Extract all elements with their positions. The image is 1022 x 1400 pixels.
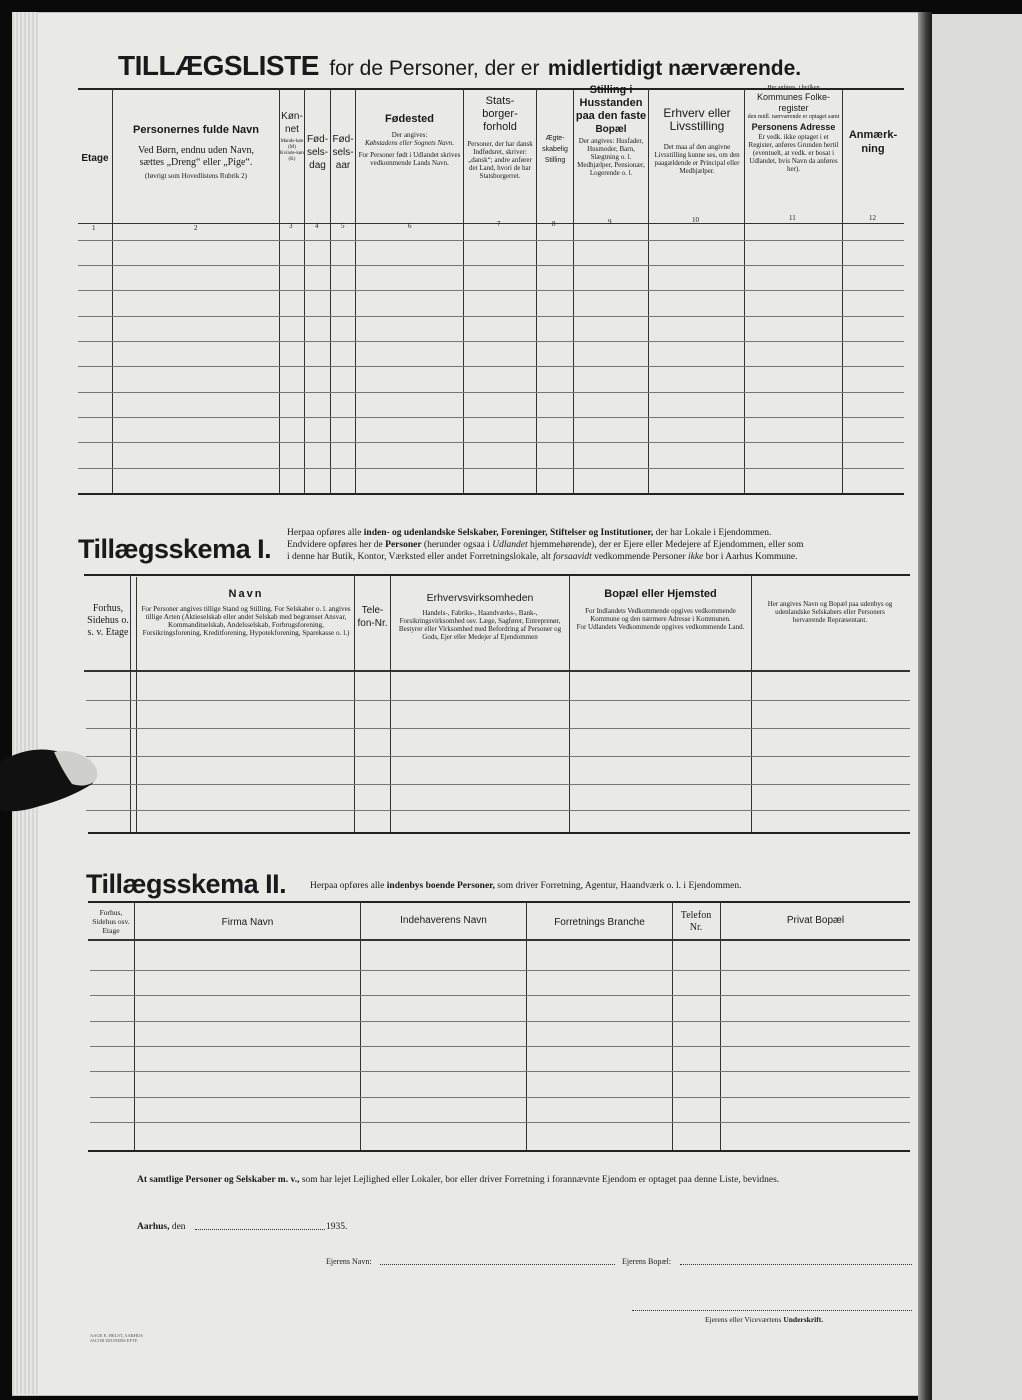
s2-col-bopael: Privat Bopæl [786, 915, 845, 926]
s1-top-border [84, 574, 910, 576]
t1-still-note: Der angives: Husfader, Husmoder, Barn, Slægtning o. l. Medhjælper, Pensionær, Logerende o. l. [577, 137, 645, 177]
t1-aegte3: Stilling [544, 157, 566, 164]
s1-intro3e: bor i Aarhus Kommune. [705, 552, 798, 562]
year-label: 1935. [326, 1222, 348, 1232]
date-field[interactable] [195, 1229, 325, 1230]
attest-a: At samtlige Personer og Selskaber m. v., [137, 1175, 300, 1185]
page-edge [12, 12, 38, 1394]
t1-anm2: ning [861, 143, 885, 155]
s1-intro1a: Herpaa opføres alle [287, 528, 362, 538]
place-date-line [137, 1222, 186, 1232]
sign-a: Ejerens eller Viceværtens [705, 1315, 782, 1324]
t1-fode-head: Fødested [385, 113, 434, 125]
s1-col-erhverv [393, 592, 567, 641]
s1-row-line [86, 756, 910, 757]
s1-header-bottom [84, 670, 910, 672]
t1-stat-head3: forhold [483, 121, 517, 133]
form-page [12, 12, 924, 1396]
t1-col-number: 9 [608, 218, 612, 226]
s2-vline [672, 902, 673, 1150]
t1-col-navn [113, 124, 279, 181]
t1-vline [573, 89, 574, 494]
s1-erhverv-head: Erhvervsvirksomheden [426, 592, 534, 604]
title-main: TILLÆGSLISTE [118, 50, 319, 81]
t1-aegte2: skabelig [542, 146, 568, 153]
t1-row-line [78, 240, 904, 241]
t1-col-number: 6 [408, 222, 412, 230]
s2-row-line [90, 1046, 910, 1047]
schema1-title: Tillægsskema I. [78, 534, 272, 564]
s2-col-firma: Firma Navn [221, 917, 274, 928]
s1-intro2c: (herunder ogsaa i [423, 540, 490, 550]
s2-intro-b: indenbys boende Personer, [386, 881, 495, 891]
t1-fode-n3: For Personer født i Udlandet skrives vedkommende Lands Navn. [358, 151, 461, 167]
s1-intro3a: i denne har Butik, Kontor, Værksted eller andet Forretningslokale, alt [287, 552, 551, 562]
t1-col-fodselsaar [331, 133, 355, 172]
page-title [118, 50, 801, 82]
t1-col-number: 11 [789, 214, 796, 222]
t1-col-fodselsdag [305, 133, 330, 172]
s2-row-line [90, 970, 910, 971]
t1-col-number: 5 [341, 222, 345, 230]
t1-navn-note3: (Iøvrigt som Hovedlistens Rubrik 2) [145, 172, 247, 180]
t1-fode-n1: Der angives: [391, 131, 428, 139]
s2-col-etage: Forhus, Sidehus osv. Etage [92, 908, 130, 935]
t1-row-line [78, 265, 904, 266]
title-rest: for de Personer, der er [329, 57, 540, 80]
s1-row-line [86, 810, 910, 811]
t1-col-number: 8 [552, 220, 556, 228]
t1-row-line [78, 442, 904, 443]
t1-col-number: 3 [289, 222, 293, 230]
s1-col-navn [140, 588, 352, 637]
s1-vline [751, 575, 752, 832]
t1-col-number: 7 [497, 220, 501, 228]
t1-kom-head2: Personens Adresse [751, 122, 836, 132]
book-gutter [918, 12, 932, 1400]
schema2-intro [310, 881, 741, 891]
attestation-text [137, 1175, 779, 1185]
owner-addr-field[interactable] [680, 1264, 912, 1265]
s1-intro1b: inden- og udenlandske Selskaber, Foreninger, Stiftelser og Institutioner, [363, 528, 654, 538]
t1-faar1: Fød- [332, 134, 354, 145]
s1-vline-inner [136, 577, 137, 832]
signature-label [705, 1315, 823, 1324]
t1-vline [744, 89, 745, 494]
den-label: den [171, 1222, 186, 1232]
t1-col-number: 1 [92, 224, 96, 232]
t1-vline [355, 89, 356, 494]
t1-row-line [78, 392, 904, 393]
t1-fdag2: sels- [306, 147, 329, 158]
t1-erh-head1: Erhverv eller [663, 106, 731, 120]
t1-kom-n3: Er vedk. ikke optaget i et Register, anføres Grunden hertil (eventuelt, at vedk. er bosat i Udlandet, hvis Navn da anføres her). [748, 133, 839, 173]
t1-stat-head2: borger- [482, 108, 518, 120]
t1-anm1: Anmærk- [848, 129, 898, 141]
s1-bopael-head: Bopæl eller Hjemsted [604, 588, 717, 600]
t1-fdag3: dag [309, 160, 326, 171]
s1-row-line [86, 728, 910, 729]
t1-navn-note2: sættes „Dreng“ eller „Pige“. [139, 157, 253, 168]
s1-row-line [86, 700, 910, 701]
t1-col-statsborger [465, 95, 535, 180]
s1-intro3b: forsaavidt [553, 552, 592, 562]
s1-intro3d: ikke [688, 552, 704, 562]
s1-col-etage: Forhus, Sidehus o. s. v. Etage [87, 603, 129, 638]
t1-row-line [78, 316, 904, 317]
s1-bottom-border [88, 832, 910, 834]
s2-intro-c: som driver Forretning, Agentur, Haandværk o. l. i Ejendommen. [497, 881, 742, 891]
s2-top-border [88, 901, 910, 903]
t1-col-erhverv [650, 107, 744, 175]
sign-b: Underskrift. [783, 1315, 824, 1324]
s1-intro2e: hjemmehørende), der er Ejere eller Medejere af Ejendommen, eller som [529, 540, 804, 550]
title-bold: midlertidigt nærværende. [547, 57, 802, 80]
s2-row-line [90, 1021, 910, 1022]
t1-row-line [78, 417, 904, 418]
s1-col-telefon: Tele-fon-Nr. [357, 605, 388, 629]
s1-navn-head: Navn [228, 588, 264, 600]
t1-erh-note: Det maa af den angivne Livsstilling kunne ses, om den paagældende er Principal eller Medhjælper. [654, 143, 740, 175]
t1-vline [648, 89, 649, 494]
t1-faar2: sels- [332, 147, 354, 158]
place-label: Aarhus, [137, 1222, 170, 1232]
t1-stat-head1: Stats- [485, 95, 515, 107]
t1-erh-head2: Livsstilling [669, 119, 725, 133]
s1-vline [354, 575, 355, 832]
s2-vline [526, 902, 527, 1150]
s2-header-bottom [88, 939, 910, 941]
t1-row-line [78, 290, 904, 291]
s2-vline [134, 902, 135, 1150]
s1-intro2b: Personer [385, 540, 422, 550]
thumb-image [0, 740, 100, 820]
t1-col-number: 10 [692, 216, 699, 224]
t1-col-kommune [746, 85, 841, 173]
t1-fdag1: Fød- [306, 134, 329, 145]
s1-erhverv-note: Handels-, Fabriks-, Haandværks-, Bank-, Forsikringsvirksomhed osv. Læge, Sagfører, Entreprenør, Bestyrer eller Virksomhed med Befordring af Personer og Gods, Ejer eller Medejer af Ejendommen [398, 609, 562, 641]
s1-intro2d: Udlandet [492, 540, 528, 550]
t1-col-number: 4 [315, 222, 319, 230]
schema1-intro [287, 527, 917, 563]
t1-aegte1: Ægte- [545, 135, 565, 142]
t1-col-etage: Etage [81, 153, 109, 164]
t1-row-line [78, 366, 904, 367]
s1-col-bopael [572, 588, 749, 631]
s2-col-branche: Forretnings Branche [554, 917, 645, 928]
s1-intro3c: vedkommende Personer [594, 552, 686, 562]
s2-col-indehaver: Indehaverens Navn [400, 915, 487, 926]
t1-kon-head1: Køn- [281, 111, 303, 122]
s2-row-line [90, 1097, 910, 1098]
t1-vline [463, 89, 464, 494]
s2-intro-a: Herpaa opføres alle [310, 881, 385, 891]
s2-vline [720, 902, 721, 1150]
schema2-title: Tillægsskema II. [86, 869, 287, 899]
s1-vline [569, 575, 570, 832]
t1-fode-n2: Købstadens eller Sognets Navn. [364, 139, 455, 147]
t1-row-line [78, 341, 904, 342]
s1-vline [130, 575, 131, 832]
t1-col-number: 12 [869, 214, 876, 222]
t1-col-aegteskabelig [537, 133, 573, 166]
s2-row-line [90, 995, 910, 996]
s1-intro2a: Endvidere opføres her de [287, 540, 383, 550]
t1-kon-head2: net [285, 124, 299, 135]
t1-header-bottom [78, 223, 904, 224]
t1-kom-n2: den midl. nærværende er optaget samt [747, 114, 840, 120]
t1-still-head: Stilling i Husstanden paa den faste [575, 84, 647, 122]
attest-b: som har lejet Lejlighed eller Lokaler, bor eller driver Forretning i forannævnte Ejendom er optaget paa denne Liste, bevidnes. [301, 1175, 780, 1185]
t1-kom-n1: Her anføres, i hvilken [767, 85, 820, 91]
facing-page [932, 14, 1022, 1400]
s1-row-line [86, 784, 910, 785]
t1-col-stilling [575, 84, 647, 177]
t1-faar3: aar [335, 160, 351, 171]
s1-col-repr: Her angives Navn og Bopæl paa udenbys og udenlandske Selskabers eller Personers herværende Repræsentant. [767, 600, 893, 624]
s1-intro1c: der har Lokale i Ejendommen. [655, 528, 772, 538]
owner-addr-label: Ejerens Bopæl: [622, 1257, 672, 1266]
s2-row-line [90, 1122, 910, 1123]
s1-bopael-note1: For Indlandets Vedkommende opgives vedkommende Kommune og den nærmere Adresse i Kommunen. [585, 607, 736, 623]
t1-kon-note: Mands-køn (M) Kvinde-køn (K) [280, 139, 304, 162]
s2-vline [360, 902, 361, 1150]
s1-bopael-note2: For Udlandets Vedkommende opgives vedkommende Land. [576, 623, 745, 631]
t1-col-anmaerkning [843, 128, 903, 156]
s1-vline [390, 575, 391, 832]
t1-col-konnet [280, 110, 304, 163]
t1-col-fodested [358, 113, 461, 167]
t1-still-bop: Bopæl [595, 124, 627, 135]
t1-navn-note1: Ved Børn, endnu uden Navn, [137, 145, 255, 156]
owner-name-field[interactable] [380, 1264, 615, 1265]
printer-imprint: AAGE E. HELST, AARHUS JACOB ZEUNERS EFTF. [90, 1333, 143, 1343]
s2-col-telefon: Telefon Nr. [680, 910, 712, 933]
t1-row-line [78, 468, 904, 469]
t1-navn-head: Personernes fulde Navn [133, 124, 259, 136]
owner-name-label: Ejerens Navn: [326, 1257, 372, 1266]
t1-col-number: 2 [194, 224, 198, 232]
signature-field[interactable] [632, 1310, 912, 1311]
t1-kom-head: Kommunes Folke-register [756, 92, 831, 113]
t1-stat-note: Personer, der har dansk Indfødsret, skriver: „dansk“; andre anfører det Land, hvori de har Statsborgerret. [467, 140, 533, 180]
t1-bottom-border [78, 493, 904, 495]
s1-navn-note: For Personer angives tillige Stand og Stilling. For Selskaber o. l. angives tillige Arten (Aktieselskab eller andet Selskab med begrænset Ansvar, Kommanditselskab, Andelsselskab, Forbrugsforening, Forsikringsforening, Kreditforening, Hypotekforening, Sparekasse o. l.) [141, 605, 351, 637]
s2-bottom-border [88, 1150, 910, 1152]
s2-row-line [90, 1071, 910, 1072]
